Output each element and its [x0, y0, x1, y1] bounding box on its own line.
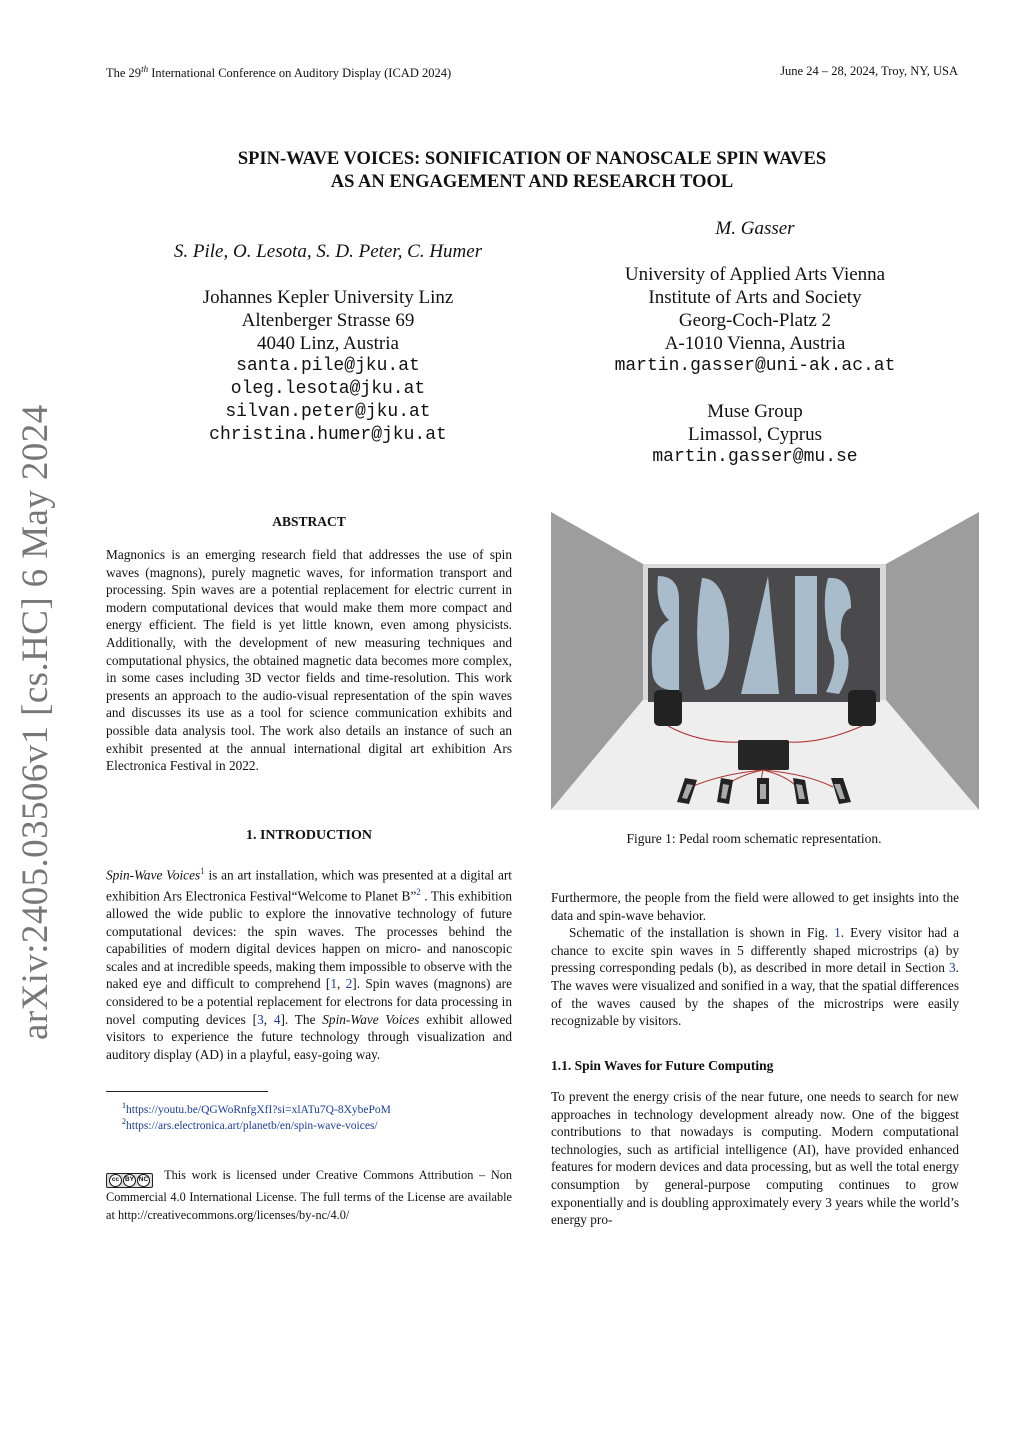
affiliation-line: Altenberger Strasse 69: [241, 310, 415, 331]
author-email[interactable]: christina.humer@jku.at: [209, 425, 447, 445]
affiliation-line: Limassol, Cyprus: [687, 424, 823, 445]
affiliation-line: Muse Group: [707, 401, 803, 422]
footnote-marker[interactable]: 2: [416, 887, 421, 898]
intro-heading: 1. INTRODUCTION: [245, 828, 372, 843]
figure-reference-link[interactable]: 1: [834, 925, 841, 941]
abstract-text: Magnonics is an emerging research field that addresses the use of spin waves (magnons), purely magnetic waves, for information transport and processing. Spin waves are a potential replacement for electric current in modern computational devices that would make them more compact and energy efficient. The field is yet little known, even among physicists. Additionally, with the development of new measuring techniques and computational physics, the obtained magnetic data becomes more complex, in some cases including 3D vector fields and time-resolution. This work presents an approach to the audio-visual representation of the spin waves and discusses its use as a tool for science communication exhibits and possible data analysis tool. The work also details an instance of such an exhibit presented at the annual international digital art exhibition Ars Electronica Festival in 2022.: [106, 547, 512, 774]
affiliation-line: Institute of Arts and Society: [648, 287, 862, 308]
abstract-heading: ABSTRACT: [272, 514, 346, 529]
pedal-room-figure: [551, 512, 979, 810]
footnote-link[interactable]: https://ars.electronica.art/planetb/en/spin-wave-voices/: [126, 1119, 378, 1132]
footnote-marker[interactable]: 1: [200, 866, 205, 876]
affiliation-line: 4040 Linz, Austria: [257, 333, 399, 354]
author-email[interactable]: martin.gasser@mu.se: [652, 447, 858, 467]
footnote-1: $^1$https://youtu.be/QGWoRnfgXfI?si=xlATu7Q-8XybePoM: [122, 1101, 391, 1116]
author-email[interactable]: santa.pile@jku.at: [236, 356, 420, 376]
speaker-right: [848, 690, 876, 726]
author-block-right: [555, 217, 955, 469]
intro-paragraph: Spin-Wave Voices$^1$ is an art installation, which was presented at a digital art exhibition Ars Electronica Festival“Welcome to Planet B”$^2$ . This exhibition allowed the wide public to explore the innovative technology of future computational devices: the spin waves. The processes behind the capabilities of modern digital devices happen on micro- and nanoscopic scales and at incredible speeds, making them impossible to observe with the naked eye and difficult to comprehend [1, 2]. Spin waves (magnons) are considered to be a potential replacement for electrons for data processing in novel computing devices [3, 4]. The Spin-Wave Voices exhibit allowed visitors to experience the future technology through visualization and auditory display (AD) in a playful, easy-going way.: [106, 866, 513, 1062]
control-box: [738, 740, 789, 770]
microstrip-shape-4: [795, 576, 817, 694]
right-column-paragraph: To prevent the energy crisis of the near future, one needs to search for new approaches in technology development already now. One of the biggest contributions to that nowadays is computing. Modern computational technologies, such as artificial intelligence (AI), have provided enhanced features for modern devices and data processing, but as well the total energy consumption by general-purpose computing continues to grow exponentially and is doubling approximately every 3 years while the world’s energy pro-: [551, 1089, 959, 1228]
figure-caption: Figure 1: Pedal room schematic representation.: [626, 831, 882, 846]
citation-link[interactable]: 4: [273, 1011, 281, 1027]
speaker-left: [654, 690, 682, 726]
author-email[interactable]: silvan.peter@jku.at: [225, 402, 431, 422]
right-column-text: [551, 889, 959, 1030]
author-email[interactable]: martin.gasser@uni-ak.ac.at: [614, 356, 896, 376]
affiliation-line: Johannes Kepler University Linz: [202, 287, 454, 308]
subsection-heading: 1.1. Spin Waves for Future Computing: [551, 1058, 774, 1073]
paper-title: SPIN-WAVE VOICES: SONIFICATION OF NANOSCALE SPIN WAVES AS AN ENGAGEMENT AND RESEARCH TOOL: [237, 149, 827, 192]
author-names-right: M. Gasser: [715, 218, 795, 239]
paragraph: Schematic of the installation is shown in Fig. 1. Every visitor had a chance to excite spin waves in 5 differently shaped microstrips (a) by pressing corresponding pedals (b), as described in more detail in Section 3. The waves were visualized and sonified in a way, that the spatial differences of the waves caused by the shapes of the microstrips were easily recognizable by visitors.: [551, 925, 960, 1029]
citation-link[interactable]: 1: [330, 976, 337, 992]
author-block-left: [128, 240, 528, 447]
footnote-rule: [106, 1091, 268, 1092]
running-header-right: June 24 – 28, 2024, Troy, NY, USA: [780, 64, 958, 78]
author-email[interactable]: oleg.lesota@jku.at: [230, 379, 426, 399]
running-header-left: The 29th International Conference on Auditory Display (ICAD 2024): [106, 64, 452, 81]
citation-link[interactable]: 2: [345, 976, 353, 992]
author-names-left: S. Pile, O. Lesota, S. D. Peter, C. Humer: [173, 241, 483, 262]
affiliation-line: A-1010 Vienna, Austria: [664, 333, 846, 354]
cc-license-icon[interactable]: cc BY NC: [106, 1173, 153, 1188]
affiliation-line: University of Applied Arts Vienna: [624, 264, 886, 285]
license-notice: cc BY NC This work is licensed under Creative Commons Attribution – Non Commercial 4.0 International License. The full terms of the License are available at http://creativecommons.org/licenses/by-nc/4.0/: [106, 1168, 512, 1222]
arxiv-identifier[interactable]: arXiv:2405.03506v1 [cs.HC] 6 May 2024: [15, 404, 56, 1040]
citation-link[interactable]: 3: [257, 1011, 264, 1027]
affiliation-line: Georg-Coch-Platz 2: [678, 310, 832, 331]
section-reference-link[interactable]: 3: [949, 960, 956, 976]
footnote-link[interactable]: https://youtu.be/QGWoRnfgXfI?si=xlATu7Q-8XybePoM: [126, 1103, 391, 1116]
paragraph: Furthermore, the people from the field were allowed to get insights into the data and spin-wave behavior.: [551, 890, 959, 923]
footnote-2: $^2$https://ars.electronica.art/planetb/en/spin-wave-voices/: [122, 1117, 378, 1132]
